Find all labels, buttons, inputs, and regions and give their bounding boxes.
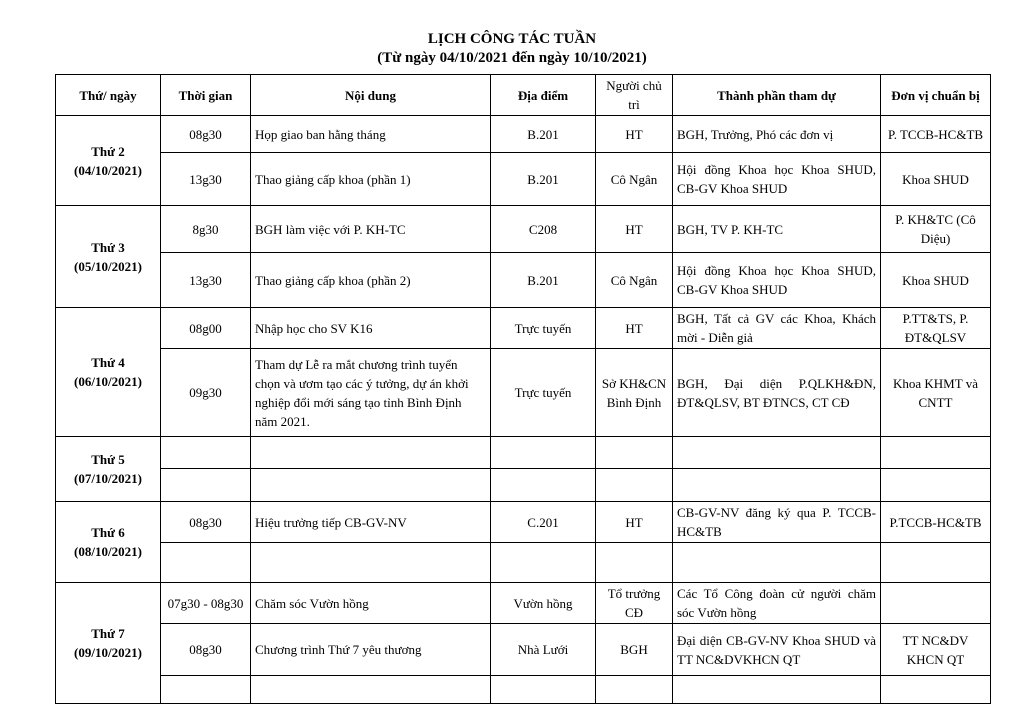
header-time: Thời gian [161, 75, 251, 116]
prep-unit-cell: Khoa KHMT và CNTT [881, 349, 991, 437]
host-cell: BGH [596, 624, 673, 676]
document-subtitle: (Từ ngày 04/10/2021 đến ngày 10/10/2021) [377, 50, 647, 66]
content-cell: Chăm sóc Vườn hồng [251, 583, 491, 624]
day-cell [56, 502, 161, 583]
day-cell [56, 206, 161, 308]
day-name: Thứ 3 [91, 239, 125, 255]
host-cell: HT [596, 502, 673, 543]
participants-cell: BGH, TV P. KH-TC [673, 206, 881, 253]
day-date: (05/10/2021) [74, 258, 142, 274]
host-cell [596, 543, 673, 583]
day-date: (09/10/2021) [74, 645, 142, 660]
host-cell [596, 469, 673, 502]
table-row [56, 624, 991, 676]
time-cell [161, 437, 251, 469]
location-cell: B.201 [491, 116, 596, 153]
participants-cell [673, 543, 881, 583]
day-date: (08/10/2021) [74, 544, 142, 559]
host-cell: HT [596, 308, 673, 349]
prep-unit-cell [881, 437, 991, 469]
host-cell: Cô Ngân [596, 253, 673, 308]
participants-cell: CB-GV-NV đăng ký qua P. TCCB-HC&TB [673, 502, 881, 543]
day-date: (07/10/2021) [74, 471, 142, 486]
content-cell [251, 437, 491, 469]
content-cell: Tham dự Lễ ra mắt chương trình tuyển chọn và ươm tạo các ý tưởng, dự án khởi nghiệp đổi mới sáng tạo tỉnh Bình Định năm 2021. [251, 349, 491, 437]
time-cell: 08g30 [161, 624, 251, 676]
day-name: Thứ 7 [91, 626, 125, 641]
content-cell: Thao giảng cấp khoa (phần 2) [251, 253, 491, 308]
location-cell: B.201 [491, 153, 596, 206]
day-name: Thứ 4 [91, 355, 125, 370]
prep-unit-cell [881, 583, 991, 624]
location-cell [491, 469, 596, 502]
time-cell: 13g30 [161, 153, 251, 206]
host-cell [596, 676, 673, 704]
prep-unit-cell: Khoa SHUD [881, 253, 991, 308]
participants-cell: Hội đồng Khoa học Khoa SHUD, CB-GV Khoa SHUD [673, 153, 881, 206]
header-day: Thứ/ ngày [56, 75, 161, 116]
participants-cell [673, 469, 881, 502]
location-cell: B.201 [491, 253, 596, 308]
content-cell [251, 469, 491, 502]
participants-cell: Hội đồng Khoa học Khoa SHUD, CB-GV Khoa SHUD [673, 253, 881, 308]
header-prep-unit: Đơn vị chuẩn bị [881, 75, 991, 116]
prep-unit-cell: P. KH&TC (Cô Diệu) [881, 206, 991, 253]
prep-unit-cell: Khoa SHUD [881, 153, 991, 206]
location-cell: Vườn hồng [491, 583, 596, 624]
day-cell [56, 116, 161, 206]
table-row [56, 116, 991, 153]
header-host: Người chủ trì [596, 75, 673, 116]
header-content: Nội dung [251, 75, 491, 116]
prep-unit-cell: P.TT&TS, P. ĐT&QLSV [881, 308, 991, 349]
time-cell [161, 543, 251, 583]
location-cell: Trực tuyến [491, 308, 596, 349]
table-row [56, 583, 991, 624]
time-cell: 07g30 - 08g30 [161, 583, 251, 624]
table-row [56, 543, 991, 583]
time-cell: 13g30 [161, 253, 251, 308]
participants-cell [673, 676, 881, 704]
location-cell: C.201 [491, 502, 596, 543]
host-cell: HT [596, 206, 673, 253]
host-cell: Tổ trưởng CĐ [596, 583, 673, 624]
content-cell: Chương trình Thứ 7 yêu thương [251, 624, 491, 676]
table-row [56, 308, 991, 349]
host-cell: Cô Ngân [596, 153, 673, 206]
host-cell: Sở KH&CN Bình Định [596, 349, 673, 437]
content-cell: Nhập học cho SV K16 [251, 308, 491, 349]
prep-unit-cell: P.TCCB-HC&TB [881, 502, 991, 543]
participants-cell: BGH, Đại diện P.QLKH&ĐN, ĐT&QLSV, BT ĐTNCS, CT CĐ [673, 349, 881, 437]
location-cell: C208 [491, 206, 596, 253]
document-title: LỊCH CÔNG TÁC TUẦN [427, 31, 597, 47]
table-row [56, 502, 991, 543]
day-cell [56, 437, 161, 502]
table-row [56, 349, 991, 437]
host-cell: HT [596, 116, 673, 153]
schedule-table [55, 74, 991, 704]
host-cell [596, 437, 673, 469]
location-cell: Trực tuyến [491, 349, 596, 437]
content-cell: BGH làm việc với P. KH-TC [251, 206, 491, 253]
participants-cell: Các Tổ Công đoàn cử người chăm sóc Vườn hồng [673, 583, 881, 624]
participants-cell: Đại diện CB-GV-NV Khoa SHUD và TT NC&DVKHCN QT [673, 624, 881, 676]
time-cell: 08g30 [161, 116, 251, 153]
time-cell [161, 676, 251, 704]
header-participants: Thành phần tham dự [673, 75, 881, 116]
table-row [56, 253, 991, 308]
prep-unit-cell [881, 543, 991, 583]
participants-cell: BGH, Tất cả GV các Khoa, Khách mời - Diễn giả [673, 308, 881, 349]
prep-unit-cell: TT NC&DV KHCN QT [881, 624, 991, 676]
location-cell [491, 543, 596, 583]
day-cell [56, 583, 161, 704]
prep-unit-cell [881, 469, 991, 502]
participants-cell: BGH, Trưởng, Phó các đơn vị [673, 116, 881, 153]
table-row [56, 206, 991, 253]
day-date: (06/10/2021) [74, 374, 142, 389]
content-cell [251, 543, 491, 583]
day-date: (04/10/2021) [74, 162, 142, 178]
prep-unit-cell: P. TCCB-HC&TB [881, 116, 991, 153]
header-row [56, 75, 991, 116]
location-cell: Nhà Lưới [491, 624, 596, 676]
location-cell [491, 437, 596, 469]
participants-cell [673, 437, 881, 469]
time-cell: 8g30 [161, 206, 251, 253]
location-cell [491, 676, 596, 704]
time-cell [161, 469, 251, 502]
content-cell: Hiệu trưởng tiếp CB-GV-NV [251, 502, 491, 543]
day-cell [56, 308, 161, 437]
prep-unit-cell [881, 676, 991, 704]
content-cell: Họp giao ban hằng tháng [251, 116, 491, 153]
day-name: Thứ 5 [91, 452, 125, 467]
time-cell: 08g30 [161, 502, 251, 543]
table-row [56, 437, 991, 469]
table-row [56, 469, 991, 502]
day-name: Thứ 2 [91, 143, 125, 159]
table-row [56, 676, 991, 704]
table-row [56, 153, 991, 206]
content-cell: Thao giảng cấp khoa (phần 1) [251, 153, 491, 206]
day-name: Thứ 6 [91, 525, 125, 540]
time-cell: 09g30 [161, 349, 251, 437]
header-location: Địa điểm [491, 75, 596, 116]
content-cell [251, 676, 491, 704]
time-cell: 08g00 [161, 308, 251, 349]
